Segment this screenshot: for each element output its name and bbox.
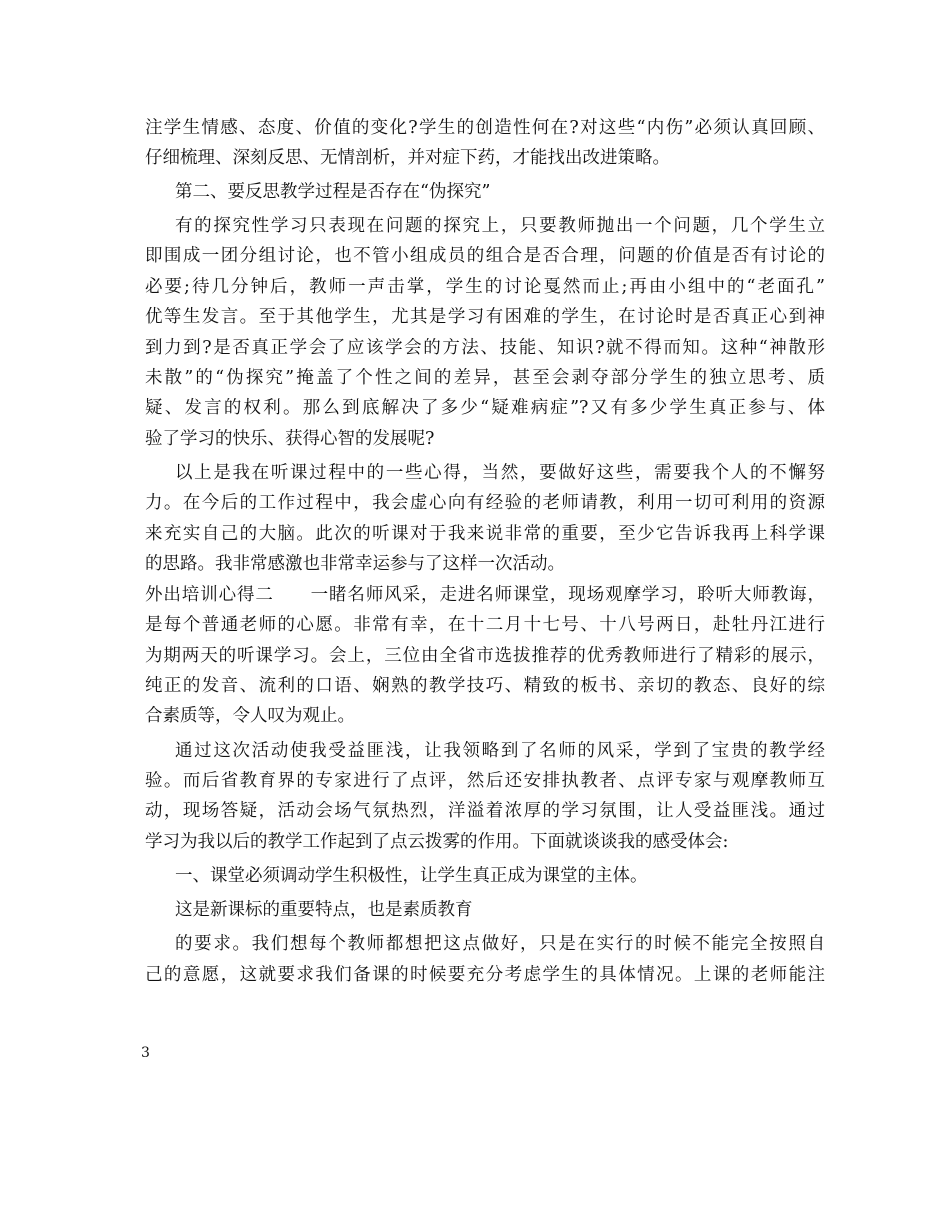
text-line: 即围成一团分组讨论，也不管小组成员的组合是否合理，问题的价值是否有讨论的 xyxy=(145,246,825,266)
text-line: 有的探究性学习只表现在问题的探究上，只要教师抛出一个问题，几个学生立 xyxy=(175,216,825,236)
text-line: 第二、要反思教学过程是否存在“伪探究” xyxy=(175,182,491,202)
text-line: 仔细梳理、深刻反思、无情剖析，并对症下药，才能找出改进策略。 xyxy=(145,148,670,168)
text-line: 合素质等，令人叹为观止。 xyxy=(145,706,355,726)
text-line: 来充实自己的大脑。此次的听课对于我来说非常的重要，至少它告诉我再上科学课 xyxy=(145,524,825,544)
text-line: 外出培训心得二 一睹名师风采，走进名师课堂，现场观摩学习，聆听大师教诲， xyxy=(145,585,825,605)
text-line: 到力到?是否真正学会了应该学会的方法、技能、知识?就不得而知。这种“神散形 xyxy=(145,338,825,358)
text-line: 动，现场答疑，活动会场气氛热烈，洋溢着浓厚的学习氛围，让人受益匪浅。通过 xyxy=(145,801,825,821)
text-line: 以上是我在听课过程中的一些心得，当然，要做好这些，需要我个人的不懈努 xyxy=(175,463,825,483)
text-line: 是每个普通老师的心愿。非常有幸，在十二月十七号、十八号两日，赴牡丹江进行 xyxy=(145,615,825,635)
text-line: 己的意愿，这就要求我们备课的时候要充分考虑学生的具体情况。上课的老师能注 xyxy=(145,965,825,985)
text-line: 一、课堂必须调动学生积极性，让学生真正成为课堂的主体。 xyxy=(175,866,648,886)
text-line: 优等生发言。至于其他学生，尤其是学习有困难的学生，在讨论时是否真正心到神 xyxy=(145,307,825,327)
text-line: 的思路。我非常感激也非常幸运参与了这样一次活动。 xyxy=(145,554,565,574)
text-line: 为期两天的听课学习。会上，三位由全省市选拔推荐的优秀教师进行了精彩的展示， xyxy=(145,646,825,666)
text-line: 疑、发言的权利。那么到底解决了多少“疑难病症”?又有多少学生真正参与、体 xyxy=(145,398,825,418)
text-line: 学习为我以后的教学工作起到了点云拨雾的作用。下面就谈谈我的感受体会: xyxy=(145,832,729,852)
text-line: 纯正的发音、流利的口语、娴熟的教学技巧、精致的板书、亲切的教态、良好的综 xyxy=(145,676,825,696)
page-number: 3 xyxy=(141,1045,150,1061)
text-line: 的要求。我们想每个教师都想把这点做好，只是在实行的时候不能完全按照自 xyxy=(175,934,825,954)
text-line: 验了学习的快乐、获得心智的发展呢? xyxy=(145,429,435,449)
text-line: 通过这次活动使我受益匪浅，让我领略到了名师的风采，学到了宝贵的教学经 xyxy=(175,741,825,761)
text-line: 验。而后省教育界的专家进行了点评，然后还安排执教者、点评专家与观摩教师互 xyxy=(145,771,825,791)
text-line: 力。在今后的工作过程中，我会虚心向有经验的老师请教，利用一切可利用的资源 xyxy=(145,493,825,513)
text-line: 必要;待几分钟后，教师一声击掌，学生的讨论戛然而止;再由小组中的“老面孔” xyxy=(145,277,825,297)
text-line: 注学生情感、态度、价值的变化?学生的创造性何在?对这些“内伤”必须认真回顾、 xyxy=(145,118,825,138)
text-line: 未散”的“伪探究”掩盖了个性之间的差异，甚至会剥夺部分学生的独立思考、质 xyxy=(145,368,825,388)
text-line: 这是新课标的重要特点，也是素质教育 xyxy=(175,900,473,920)
